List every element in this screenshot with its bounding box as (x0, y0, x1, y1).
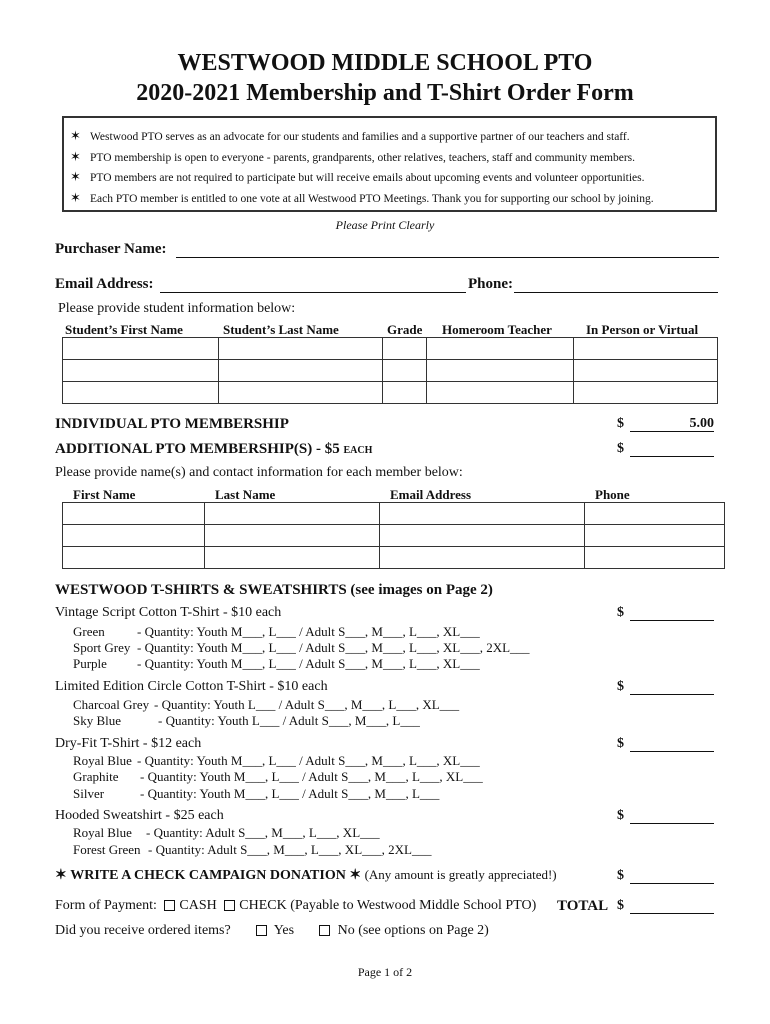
star-icon: ✶ (70, 149, 81, 164)
cash-checkbox[interactable] (164, 900, 175, 911)
option-sizes[interactable]: - Quantity: Youth M___, L___ / Adult S___, M___, L___, XL___, 2XL___ (137, 640, 530, 655)
option-color: Silver (73, 786, 105, 801)
table-cell[interactable] (383, 382, 427, 404)
item-amount-field[interactable] (630, 605, 714, 621)
table-cell[interactable] (63, 360, 219, 382)
option-sizes[interactable]: - Quantity: Adult S___, M___, L___, XL___ (146, 825, 380, 840)
info-bullet: ✶ Each PTO member is entitled to one vote at all Westwood PTO Meetings. Thank you for supporting our school by joining. (70, 190, 654, 205)
option-sizes[interactable]: - Quantity: Youth M___, L___ / Adult S___, M___, L___ (140, 786, 440, 801)
received-question: Did you receive ordered items? (55, 923, 231, 938)
table-cell[interactable] (383, 338, 427, 360)
option-color: Sky Blue (73, 713, 122, 728)
option-sizes[interactable]: - Quantity: Youth M___, L___ / Adult S___, M___, L___, XL___ (137, 753, 480, 768)
table-cell[interactable] (427, 382, 574, 404)
student-table (62, 337, 718, 404)
donation-amount-field[interactable] (630, 868, 714, 884)
table-cell[interactable] (574, 338, 718, 360)
item-amount: $ (617, 736, 714, 752)
check-label: CHECK (Payable to Westwood Middle School PTO) (239, 898, 537, 913)
info-bullet: ✶ PTO membership is open to everyone - parents, grandparents, other relatives, teachers, staff and community members. (70, 149, 636, 164)
star-icon: ✶ (70, 190, 81, 205)
received-row (55, 923, 489, 939)
table-cell[interactable] (204, 503, 379, 525)
yes-label: Yes (273, 923, 295, 938)
table-cell[interactable] (379, 525, 585, 547)
option-color: Purple (73, 656, 107, 671)
members-intro: Please provide name(s) and contact information for each member below: (55, 465, 463, 480)
option-color: Royal Blue (73, 825, 132, 840)
info-bullet: ✶ PTO members are not required to participate but will receive emails about upcoming events and volunteer opportunities. (70, 169, 645, 184)
email-field[interactable] (160, 292, 466, 293)
option-sizes[interactable]: - Quantity: Youth L___ / Adult S___, M___, L___, XL___ (154, 697, 460, 712)
col-member-first: First Name (73, 487, 136, 502)
additional-amount: $ (617, 441, 714, 457)
table-cell[interactable] (218, 338, 383, 360)
col-student-last: Student’s Last Name (223, 322, 339, 337)
table-cell[interactable] (204, 547, 379, 569)
yes-checkbox[interactable] (256, 925, 267, 936)
option-color: Charcoal Grey (73, 697, 150, 712)
col-member-email: Email Address (390, 487, 472, 502)
total-amount: $ (617, 898, 714, 914)
students-intro: Please provide student information below: (58, 301, 296, 316)
table-cell[interactable] (204, 525, 379, 547)
item-title: Limited Edition Circle Cotton T-Shirt - $10 each (55, 679, 328, 694)
email-label: Email Address: (55, 276, 154, 292)
option-sizes[interactable]: - Quantity: Adult S___, M___, L___, XL___, 2XL___ (148, 842, 432, 857)
table-cell[interactable] (379, 547, 585, 569)
donation-label: WRITE A CHECK CAMPAIGN DONATION (70, 868, 346, 883)
table-cell[interactable] (383, 360, 427, 382)
table-cell[interactable] (574, 382, 718, 404)
no-label: No (see options on Page 2) (337, 923, 489, 938)
table-cell[interactable] (379, 503, 585, 525)
purchaser-name-label: Purchaser Name: (55, 241, 167, 257)
table-cell[interactable] (574, 360, 718, 382)
item-title: Hooded Sweatshirt - $25 each (55, 808, 224, 823)
col-attendance: In Person or Virtual (586, 322, 699, 337)
option-sizes[interactable]: - Quantity: Youth L___ / Adult S___, M___, L___ (158, 713, 420, 728)
item-amount-field[interactable] (630, 679, 714, 695)
item-amount: $ (617, 605, 714, 621)
option-color: Sport Grey (73, 640, 131, 655)
donation-amount: $ (617, 868, 714, 884)
table-row (63, 360, 718, 382)
table-cell[interactable] (427, 338, 574, 360)
member-table (62, 502, 725, 569)
page-number: Page 1 of 2 (357, 965, 413, 979)
table-cell[interactable] (218, 360, 383, 382)
star-icon: ✶ (55, 868, 67, 883)
additional-amount-field[interactable] (630, 441, 714, 457)
shirts-heading: WESTWOOD T-SHIRTS & SWEATSHIRTS (see images on Page 2) (55, 582, 493, 598)
check-checkbox[interactable] (224, 900, 235, 911)
table-cell[interactable] (63, 525, 205, 547)
total-amount-field[interactable] (630, 898, 714, 914)
page-title: WESTWOOD MIDDLE SCHOOL PTO (177, 50, 593, 76)
individual-membership-label: INDIVIDUAL PTO MEMBERSHIP (55, 416, 289, 432)
option-color: Graphite (73, 769, 119, 784)
col-member-phone: Phone (595, 487, 630, 502)
star-icon: ✶ (349, 868, 362, 883)
star-icon: ✶ (70, 169, 81, 184)
no-checkbox[interactable] (319, 925, 330, 936)
option-sizes[interactable]: - Quantity: Youth M___, L___ / Adult S___, M___, L___, XL___ (137, 656, 480, 671)
donation-line (55, 867, 557, 884)
page-subtitle: 2020-2021 Membership and T-Shirt Order Form (136, 80, 634, 106)
item-amount-field[interactable] (630, 808, 714, 824)
item-amount: $ (617, 808, 714, 824)
table-cell[interactable] (585, 525, 725, 547)
phone-label: Phone: (468, 276, 513, 292)
info-bullet: ✶ Westwood PTO serves as an advocate for our students and families and a supportive partner of our teachers and staff. (70, 128, 630, 143)
option-sizes[interactable]: - Quantity: Youth M___, L___ / Adult S___, M___, L___, XL___ (140, 769, 483, 784)
table-cell[interactable] (63, 547, 205, 569)
additional-membership-label: ADDITIONAL PTO MEMBERSHIP(S) - $5 EACH (55, 441, 373, 457)
option-color: Green (73, 624, 105, 639)
option-color: Forest Green (73, 842, 141, 857)
table-cell[interactable] (585, 547, 725, 569)
table-cell[interactable] (427, 360, 574, 382)
option-color: Royal Blue (73, 753, 132, 768)
cash-label: CASH (179, 898, 217, 913)
table-row (63, 382, 718, 404)
table-row (63, 525, 725, 547)
item-title: Dry-Fit T-Shirt - $12 each (55, 736, 202, 751)
donation-note: (Any amount is greatly appreciated!) (364, 867, 557, 882)
individual-amount: $ 5.00 (617, 416, 714, 431)
option-sizes[interactable]: - Quantity: Youth M___, L___ / Adult S___, M___, L___, XL___ (137, 624, 480, 639)
table-row (63, 547, 725, 569)
phone-field[interactable] (514, 292, 718, 293)
table-cell[interactable] (63, 382, 219, 404)
table-row (63, 338, 718, 360)
table-cell[interactable] (63, 338, 219, 360)
item-title: Vintage Script Cotton T-Shirt - $10 each (55, 605, 282, 620)
print-clearly-note: Please Print Clearly (335, 218, 435, 232)
table-cell[interactable] (218, 382, 383, 404)
item-amount-field[interactable] (630, 736, 714, 752)
col-student-first: Student’s First Name (65, 322, 183, 337)
item-amount: $ (617, 679, 714, 695)
individual-amount-value[interactable]: 5.00 (630, 416, 714, 432)
purchaser-name-field[interactable] (176, 257, 719, 258)
payment-label: Form of Payment: (55, 898, 157, 913)
table-cell[interactable] (63, 503, 205, 525)
table-row (63, 503, 725, 525)
col-homeroom: Homeroom Teacher (442, 322, 552, 337)
star-icon: ✶ (70, 128, 81, 143)
payment-row (55, 898, 536, 914)
table-cell[interactable] (585, 503, 725, 525)
col-grade: Grade (387, 322, 423, 337)
col-member-last: Last Name (215, 487, 276, 502)
total-label: TOTAL (557, 898, 609, 914)
